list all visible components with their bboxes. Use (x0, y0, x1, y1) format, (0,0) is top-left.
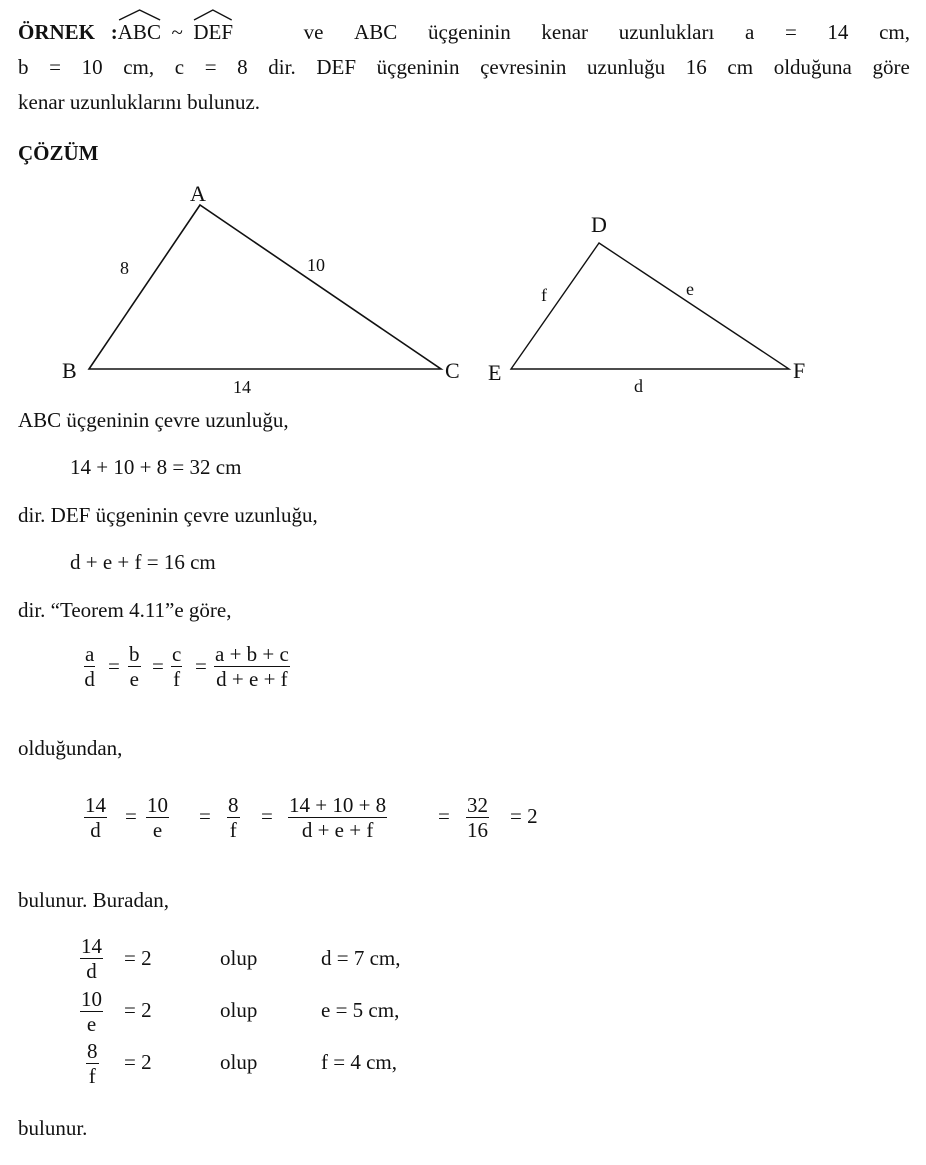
equals-sign: = (108, 654, 120, 678)
fraction: $\frac{a + b + c}{d + e + f}$ (215, 642, 289, 691)
problem-word: a (744, 20, 755, 44)
triangle-def (511, 243, 789, 369)
fraction: $\frac{8}{f}$ (87, 1039, 98, 1088)
equals-two: = 2 (124, 1050, 152, 1074)
vertex-d: D (591, 212, 607, 237)
triangle-def-symbol: DEF (193, 22, 233, 43)
side-ab-label: 8 (120, 258, 129, 278)
olup-word: olup (220, 998, 258, 1022)
vertex-a: A (190, 181, 206, 206)
olup-word: olup (220, 946, 258, 970)
fraction: $\frac{8}{f}$ (228, 793, 239, 842)
side-ac-label: 10 (307, 255, 325, 275)
step-hence: bulunur. Buradan, (18, 888, 170, 912)
side-bc-label: 14 (233, 377, 251, 397)
equals-sign: = (438, 804, 450, 828)
colon: : (110, 20, 118, 44)
problem-word: üçgeninin (427, 20, 511, 44)
step-theorem: dir. “Teorem 4.11”e göre, (18, 598, 232, 622)
equals-two: = 2 (124, 998, 152, 1022)
step-since: olduğundan, (18, 736, 123, 760)
fraction: $\frac{b}{e}$ (129, 642, 140, 691)
fraction: $\frac{14}{d}$ (81, 934, 102, 983)
fraction: $\frac{a}{d}$ (84, 642, 95, 691)
problem-line-2: b = 10 cm, c = 8 dir. DEF üçgeninin çevresinin uzunluğu 16 cm olduğuna göre (18, 55, 910, 79)
step-conclusion: bulunur. (18, 1116, 88, 1140)
solution-heading: ÇÖZÜM (18, 141, 99, 165)
example-label: ÖRNEK (18, 20, 96, 44)
vertex-b: B (62, 358, 77, 383)
result-value: d = 7 cm, (321, 946, 401, 970)
vertex-c: C (445, 358, 460, 383)
step-abc-perimeter: 14 + 10 + 8 = 32 cm (70, 455, 242, 479)
step-def-perimeter: d + e + f = 16 cm (70, 550, 216, 574)
equals-sign: = (261, 804, 273, 828)
result-value: e = 5 cm, (321, 998, 400, 1022)
triangles-figure (0, 0, 926, 410)
result: = 2 (510, 804, 538, 828)
problem-word: 14 (827, 20, 849, 44)
equals-sign: = (125, 804, 137, 828)
fraction: $\frac{10}{e}$ (147, 793, 168, 842)
equals-sign: = (152, 654, 164, 678)
problem-word: = (784, 20, 797, 44)
problem-word: cm, (879, 20, 910, 44)
step-abc-perimeter-intro: ABC üçgeninin çevre uzunluğu, (18, 408, 289, 432)
equals-sign: = (195, 654, 207, 678)
fraction: $\frac{32}{16}$ (467, 793, 488, 842)
vertex-f: F (793, 358, 806, 383)
problem-word: uzunlukları (618, 20, 715, 44)
result-value: f = 4 cm, (321, 1050, 397, 1074)
fraction: $\frac{14 + 10 + 8}{d + e + f}$ (289, 793, 387, 842)
problem-word: ABC (354, 20, 398, 44)
similar-sign: ~ (171, 20, 183, 44)
fraction: $\frac{14}{d}$ (85, 793, 106, 842)
vertex-e: E (488, 360, 502, 385)
equals-two: = 2 (124, 946, 152, 970)
triangle-abc (89, 205, 441, 369)
side-de-label: f (541, 285, 547, 305)
side-df-label: e (686, 279, 694, 299)
problem-word: kenar (541, 20, 589, 44)
step-def-perimeter-intro: dir. DEF üçgeninin çevre uzunluğu, (18, 503, 318, 527)
problem-word: ve (303, 20, 324, 44)
triangle-abc-symbol: ABC (118, 22, 161, 43)
side-ef-label: d (634, 376, 643, 396)
equals-sign: = (199, 804, 211, 828)
olup-word: olup (220, 1050, 258, 1074)
fraction: $\frac{10}{e}$ (81, 987, 102, 1036)
problem-line-3: kenar uzunluklarını bulunuz. (18, 90, 261, 114)
fraction: $\frac{c}{f}$ (172, 642, 182, 691)
